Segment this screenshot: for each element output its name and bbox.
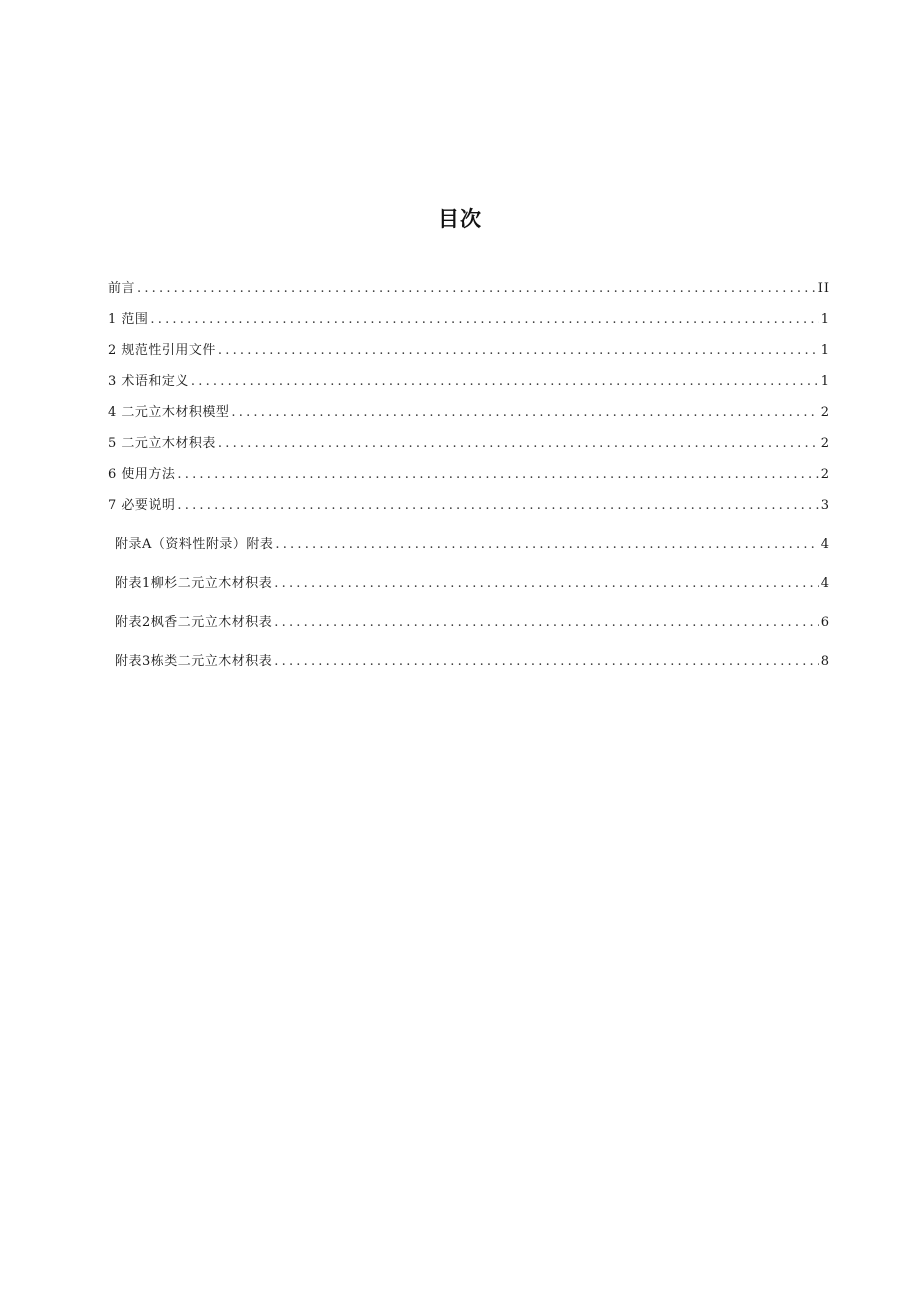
- toc-entry-page: 2: [820, 436, 830, 451]
- toc-entry-label: 4 二元立木材积模型: [108, 405, 230, 420]
- toc-entry-page: 3: [820, 498, 830, 513]
- toc-entry-page: 4: [820, 576, 830, 591]
- toc-leader-dots: [218, 436, 819, 452]
- toc-entry-schedule-3[interactable]: [108, 654, 830, 693]
- toc-entry-page: II: [817, 281, 830, 296]
- toc-entry-volume-table[interactable]: [108, 436, 830, 467]
- toc-leader-dots: [231, 405, 818, 421]
- toc-entry-page: 2: [820, 467, 830, 482]
- toc-entry-normative-references[interactable]: [108, 343, 830, 374]
- toc-entry-page: 8: [820, 654, 830, 669]
- toc-entry-appendix-a[interactable]: [108, 537, 830, 576]
- toc-entry-foreword[interactable]: [108, 281, 830, 312]
- toc-entry-terms-definitions[interactable]: [108, 374, 830, 405]
- toc-leader-dots: [177, 498, 818, 514]
- toc-leader-dots: [274, 615, 818, 631]
- toc-entry-schedule-2[interactable]: [108, 615, 830, 654]
- toc-entry-label: 前言: [108, 281, 136, 296]
- toc-entry-page: 1: [820, 312, 830, 327]
- toc-entry-page: 2: [820, 405, 830, 420]
- toc-leader-dots: [177, 467, 818, 483]
- toc-entry-label: 7 必要说明: [108, 498, 176, 513]
- toc-leader-dots: [191, 374, 819, 390]
- toc-leader-dots: [275, 537, 818, 553]
- toc-entry-schedule-1[interactable]: [108, 576, 830, 615]
- toc-leader-dots: [137, 281, 816, 297]
- toc-entry-label: 附表3栋类二元立木材积表: [115, 654, 273, 669]
- table-of-contents: [108, 281, 830, 693]
- toc-entry-volume-model[interactable]: [108, 405, 830, 436]
- toc-entry-label: 附表2枫香二元立木材积表: [115, 615, 273, 630]
- toc-entry-label: 附录A（资料性附录）附表: [115, 537, 274, 552]
- toc-entry-page: 6: [820, 615, 830, 630]
- toc-entry-label: 1 范围: [108, 312, 149, 327]
- toc-entry-scope[interactable]: [108, 312, 830, 343]
- toc-entry-label: 2 规范性引用文件: [108, 343, 216, 358]
- toc-entry-notes[interactable]: [108, 498, 830, 529]
- toc-entry-page: 1: [820, 374, 830, 389]
- toc-entry-label: 附表1柳杉二元立木材积表: [115, 576, 273, 591]
- toc-entry-page: 1: [820, 343, 830, 358]
- toc-leader-dots: [150, 312, 818, 328]
- toc-leader-dots: [218, 343, 819, 359]
- toc-leader-dots: [274, 576, 818, 592]
- toc-entry-usage[interactable]: [108, 467, 830, 498]
- toc-entry-label: 5 二元立木材积表: [108, 436, 216, 451]
- toc-title: 目次: [438, 207, 482, 231]
- toc-entry-page: 4: [820, 537, 830, 552]
- toc-entry-label: 6 使用方法: [108, 467, 176, 482]
- toc-entry-label: 3 术语和定义: [108, 374, 189, 389]
- toc-leader-dots: [274, 654, 818, 670]
